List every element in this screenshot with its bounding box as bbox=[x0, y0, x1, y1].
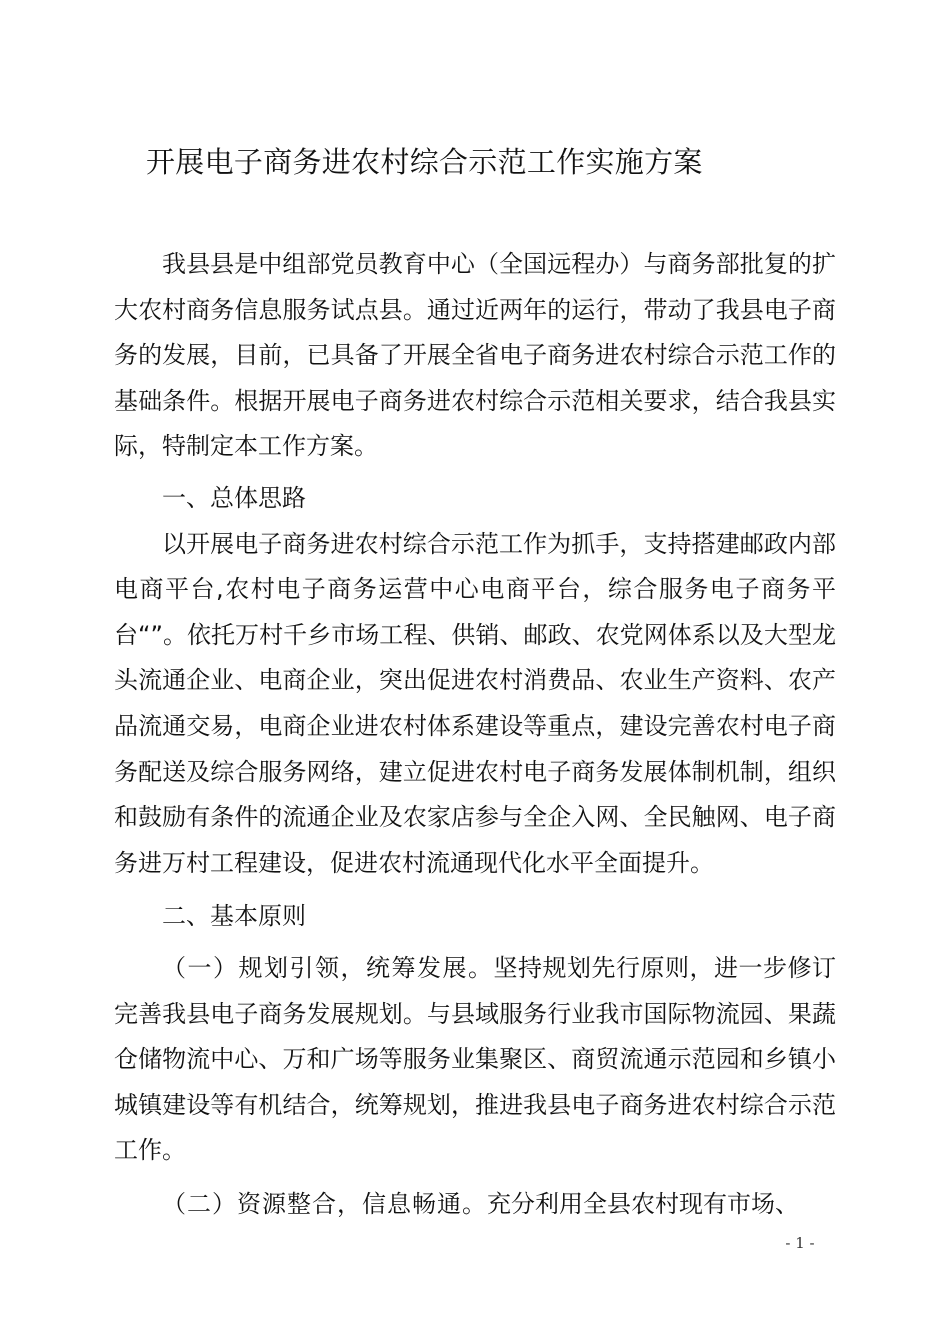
principle2-lead: （二）资源整合，信息畅通。 bbox=[162, 1189, 487, 1218]
page-number: - 1 - bbox=[785, 1234, 815, 1252]
document-title: 开展电子商务进农村综合示范工作实施方案 bbox=[146, 145, 703, 179]
section-heading-basic-principles: 二、基本原则 bbox=[162, 902, 306, 931]
document-body bbox=[114, 242, 836, 1227]
principle1-paragraph bbox=[114, 946, 836, 1174]
section-heading-overall-approach: 一、总体思路 bbox=[162, 483, 306, 512]
principle2-paragraph bbox=[114, 1182, 836, 1228]
principle2-body: 充分利用全县农村现有市场、 bbox=[487, 1189, 799, 1218]
principle1-body: 坚持规划先行原则，进一步修订完善我县电子商务发展规划。与县域服务行业我市国际物流园、果蔬仓储物流中心、万和广场等服务业集聚区、商贸流通示范园和乡镇小城镇建设等有机结合，统筹规划，推进我县电子商务进农村综合示范工作。 bbox=[114, 953, 836, 1165]
principle1-lead: （一）规划引领，统筹发展。 bbox=[162, 953, 494, 982]
intro-paragraph: 我县县是中组部党员教育中心（全国远程办）与商务部批复的扩大农村商务信息服务试点县。通过近两年的运行，带动了我县电子商务的发展，目前，已具备了开展全省电子商务进农村综合示范工作的基础条件。根据开展电子商务进农村综合示范相关要求，结合我县实际，特制定本工作方案。 bbox=[114, 250, 836, 461]
section1-paragraph: 以开展电子商务进农村综合示范工作为抓手，支持搭建邮政内部电商平台,农村电子商务运营中心电商平台，综合服务电子商务平台“”。依托万村千乡市场工程、供销、邮政、农党网体系以及大型龙头流通企业、电商企业，突出促进农村消费品、农业生产资料、农产品流通交易，电商企业进农村体系建设等重点，建设完善农村电子商务配送及综合服务网络，建立促进农村电子商务发展体制机制，组织和鼓励有条件的流通企业及农家店参与全企入网、全民触网、电子商务进万村工程建设，促进农村流通现代化水平全面提升。 bbox=[114, 529, 836, 877]
